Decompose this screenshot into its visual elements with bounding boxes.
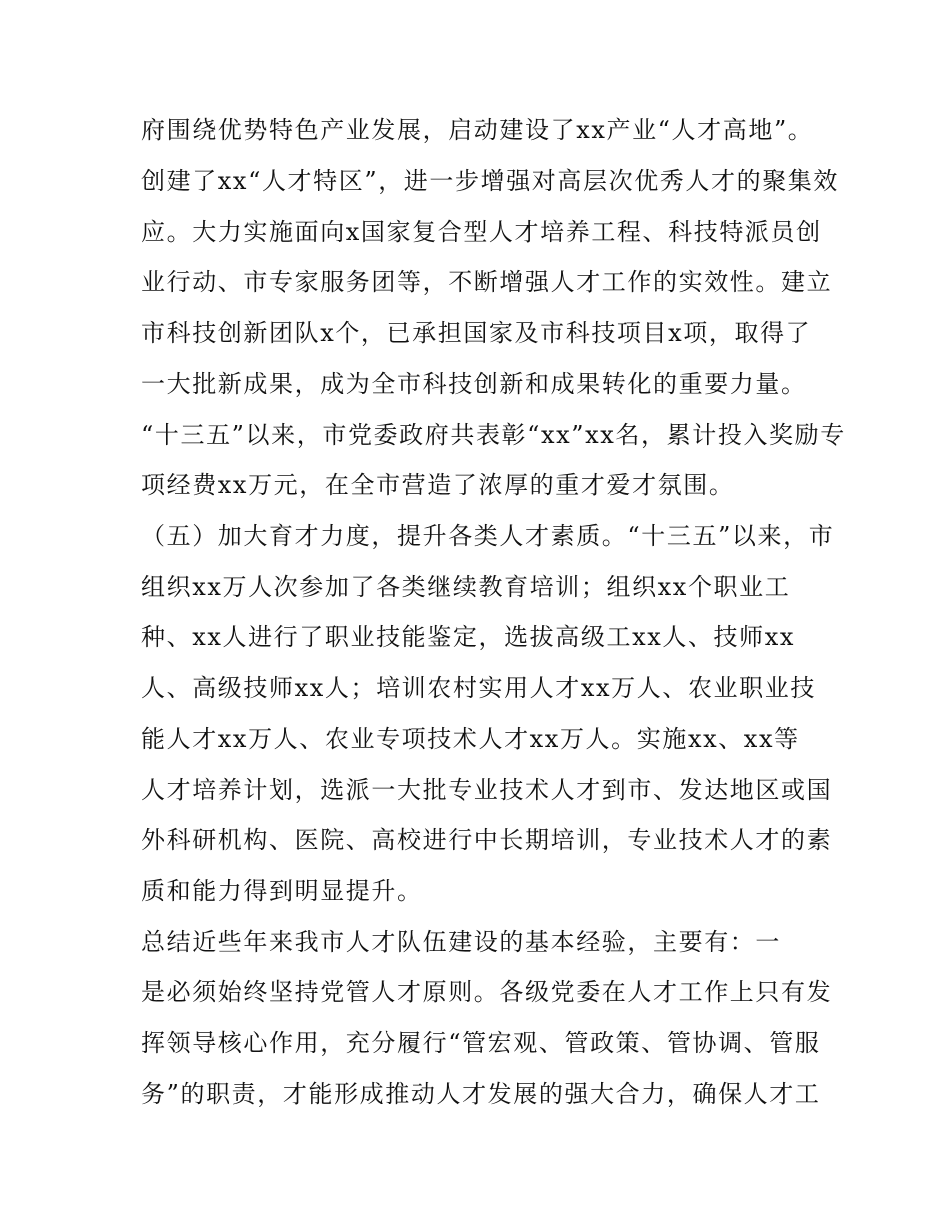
text-line: 是必须始终坚持党管人才原则。各级党委在人才工作上只有发 [141, 978, 833, 1006]
text-line: 总结近些年来我市人才队伍建设的基本经验，主要有：一 [141, 928, 781, 956]
text-line: 府围绕优势特色产业发展，启动建设了xx产业“人才高地”。 [141, 116, 814, 144]
text-line: 挥领导核心作用，充分履行“管宏观、管政策、管协调、管服 [141, 1029, 821, 1057]
text-line: “十三五”以来，市党委政府共表彰“xx”xx名，累计投入奖励专 [141, 421, 846, 449]
text-line: 组织xx万人次参加了各类继续教育培训；组织xx个职业工 [141, 573, 791, 601]
text-line: 创建了xx“人才特区”，进一步增强对高层次优秀人才的聚集效 [141, 167, 840, 195]
text-line: 一大批新成果，成为全市科技创新和成果转化的重要力量。 [141, 370, 807, 398]
text-line: 务”的职责，才能形成推动人才发展的强大合力，确保人才工 [141, 1080, 821, 1108]
text-line: 业行动、市专家服务团等，不断增强人才工作的实效性。建立 [141, 268, 833, 296]
text-line: 市科技创新团队x个，已承担国家及市科技项目x项，取得了 [141, 319, 812, 347]
text-line: 质和能力得到明显提升。 [141, 877, 423, 905]
text-line: 种、xx人进行了职业技能鉴定，选拔高级工xx人、技师xx [141, 623, 796, 651]
text-line: 人才培养计划，选派一大批专业技术人才到市、发达地区或国 [141, 776, 833, 804]
text-line: 人、高级技师xx人；培训农村实用人才xx万人、农业职业技 [141, 674, 816, 702]
text-line: 外科研机构、医院、高校进行中长期培训，专业技术人才的素 [141, 826, 833, 854]
text-line: 应。大力实施面向x国家复合型人才培养工程、科技特派员创 [141, 218, 822, 246]
text-line: 能人才xx万人、农业专项技术人才xx万人。实施xx、xx等 [141, 725, 800, 753]
text-line: 项经费xx万元，在全市营造了浓厚的重才爱才氛围。 [141, 471, 735, 499]
section-heading-line: （五）加大育才力度，提升各类人才素质。“十三五”以来，市 [141, 522, 835, 550]
